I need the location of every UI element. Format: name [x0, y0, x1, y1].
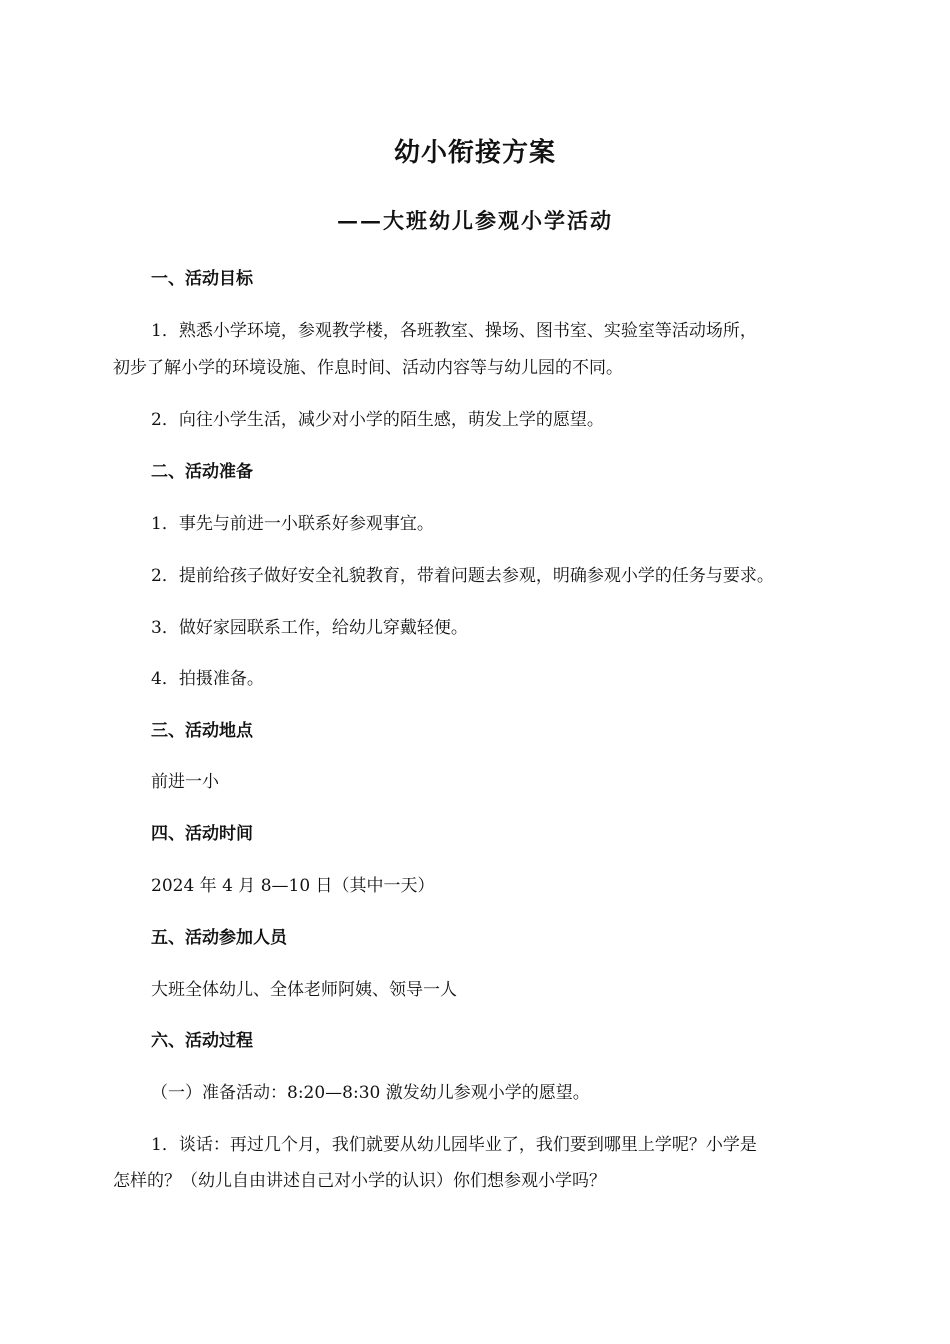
- paragraph-line: 4．拍摄准备。: [151, 669, 264, 689]
- paragraph-line: 前进一小: [151, 772, 219, 792]
- paragraph-line: 1．事先与前进一小联系好参观事宜。: [151, 514, 434, 534]
- section-heading-participants: 五、活动参加人员: [151, 928, 287, 948]
- paragraph-line: 2．提前给孩子做好安全礼貌教育，带着问题去参观，明确参观小学的任务与要求。: [151, 566, 774, 586]
- paragraph-line: 1．谈话：再过几个月，我们就要从幼儿园毕业了，我们要到哪里上学呢？小学是: [151, 1135, 757, 1155]
- section-heading-time: 四、活动时间: [151, 824, 253, 844]
- section-heading-preparation: 二、活动准备: [151, 462, 253, 482]
- section-heading-location: 三、活动地点: [151, 721, 253, 741]
- paragraph-line: 2024 年 4 月 8—10 日（其中一天）: [151, 876, 435, 896]
- paragraph-line: 3．做好家园联系工作，给幼儿穿戴轻便。: [151, 618, 468, 638]
- paragraph-line: 1．熟悉小学环境，参观教学楼，各班教室、操场、图书室、实验室等活动场所，: [151, 321, 757, 341]
- document-title: 幼小衔接方案: [393, 138, 556, 168]
- section-heading-goals: 一、活动目标: [151, 269, 253, 289]
- paragraph-line: （一）准备活动：8:20—8:30 激发幼儿参观小学的愿望。: [151, 1083, 590, 1103]
- paragraph-line: 大班全体幼儿、全体老师阿姨、领导一人: [151, 980, 457, 1000]
- paragraph-line: 2．向往小学生活，减少对小学的陌生感，萌发上学的愿望。: [151, 410, 604, 430]
- paragraph-line: 怎样的？（幼儿自由讲述自己对小学的认识）你们想参观小学吗？: [113, 1171, 606, 1191]
- section-heading-process: 六、活动过程: [151, 1031, 253, 1051]
- paragraph-line: 初步了解小学的环境设施、作息时间、活动内容等与幼儿园的不同。: [113, 358, 623, 378]
- document-subtitle: ——大班幼儿参观小学活动: [337, 208, 613, 233]
